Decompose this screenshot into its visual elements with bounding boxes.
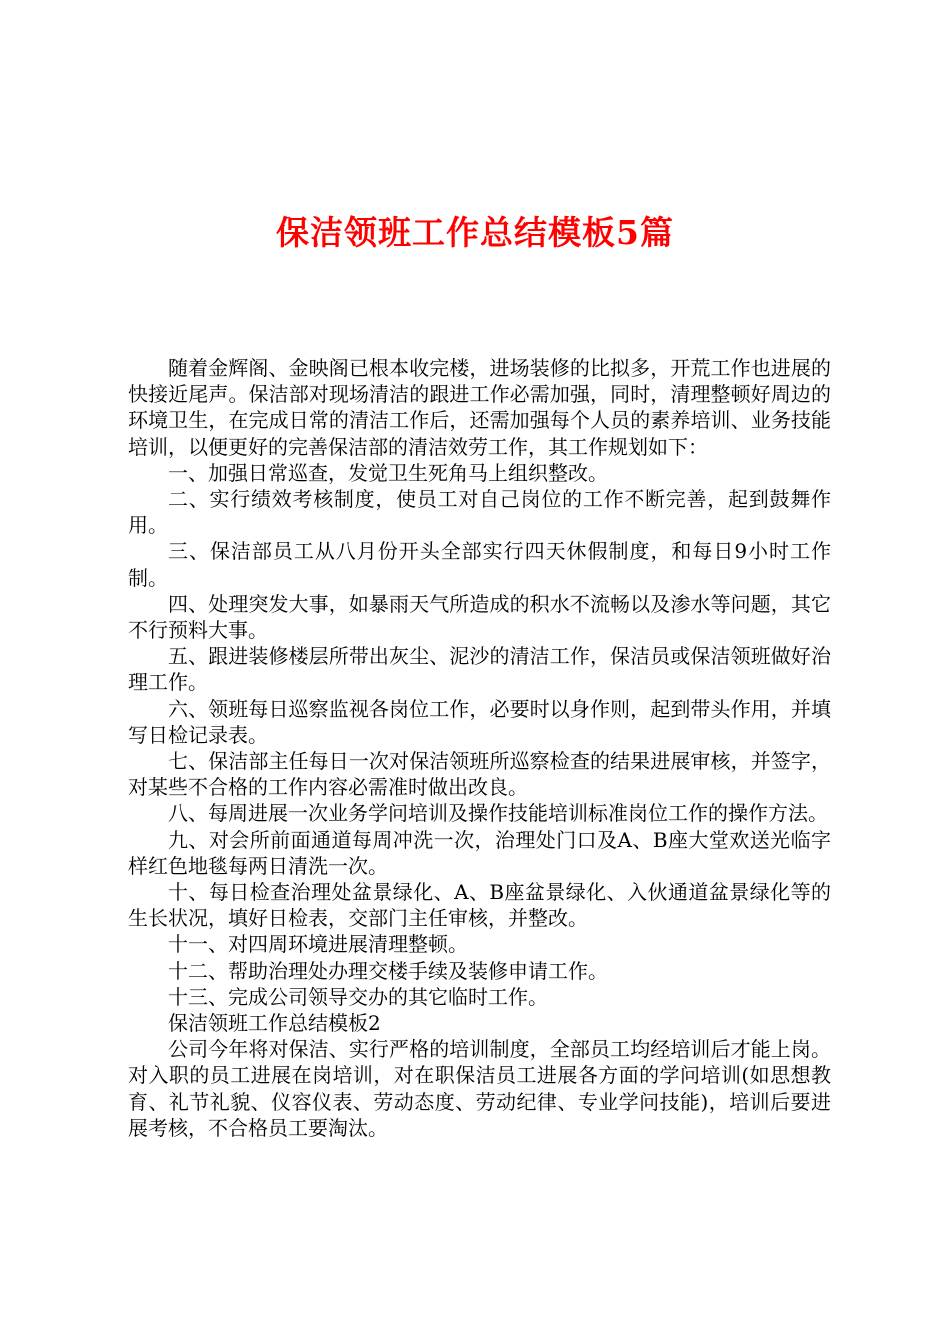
document-title: 保洁领班工作总结模板5篇 [276,213,674,252]
plan-item-13: 十三、完成公司领导交办的其它临时工作。 [168,984,548,1009]
intro-paragraph: 随着金辉阁、金映阁已根本收完楼，进场装修的比拟多，开荒工作也进展的快接近尾声。保洁部对现场清洁的跟进工作必需加强，同时，清理整顿好周边的环境卫生，在完成日常的清洁工作后，还需加强每个人员的素养培训、业务技能培训，以便更好的完善保洁部的清洁效劳工作，其工作规划如下： [128,356,831,459]
plan-item-5: 五、跟进装修楼层所带出灰尘、泥沙的清洁工作，保洁员或保洁领班做好治理工作。 [128,644,831,695]
template-2-paragraph: 公司今年将对保洁、实行严格的培训制度，全部员工均经培训后才能上岗。对入职的员工进展在岗培训，对在职保洁员工进展各方面的学问培训(如思想教育、礼节礼貌、仪容仪表、劳动态度、劳动纪律、专业学问技能)，培训后要进展考核，不合格员工要淘汰。 [128,1037,831,1140]
plan-item-6: 六、领班每日巡察监视各岗位工作，必要时以身作则，起到带头作用，并填写日检记录表。 [128,696,831,747]
plan-item-10: 十、每日检查治理处盆景绿化、A、B座盆景绿化、入伙通道盆景绿化等的生长状况，填好日检表，交部门主任审核，并整改。 [128,880,831,931]
document-body [128,355,831,1141]
plan-item-4: 四、处理突发大事，如暴雨天气所造成的积水不流畅以及渗水等问题，其它不行预料大事。 [128,591,831,643]
plan-item-8: 八、每周进展一次业务学问培训及操作技能培训标准岗位工作的操作方法。 [168,801,828,826]
plan-item-3: 三、保洁部员工从八月份开头全部实行四天休假制度，和每日9小时工作制。 [128,539,831,590]
plan-item-7: 七、保洁部主任每日一次对保洁领班所巡察检查的结果进展审核，并签字，对某些不合格的工作内容必需准时做出改良。 [128,749,831,800]
plan-item-9: 九、对会所前面通道每周冲洗一次，治理处门口及A、B座大堂欢送光临字样红色地毯每两日清洗一次。 [128,827,831,878]
plan-item-11: 十一、对四周环境进展清理整顿。 [168,932,468,957]
plan-item-2: 二、实行绩效考核制度，使员工对自己岗位的工作不断完善，起到鼓舞作用。 [128,487,831,538]
plan-item-1: 一、加强日常巡查，发觉卫生死角马上组织整改。 [168,460,608,485]
plan-item-12: 十二、帮助治理处办理交楼手续及装修申请工作。 [168,958,608,983]
section-heading-template-2: 保洁领班工作总结模板2 [168,1011,381,1036]
